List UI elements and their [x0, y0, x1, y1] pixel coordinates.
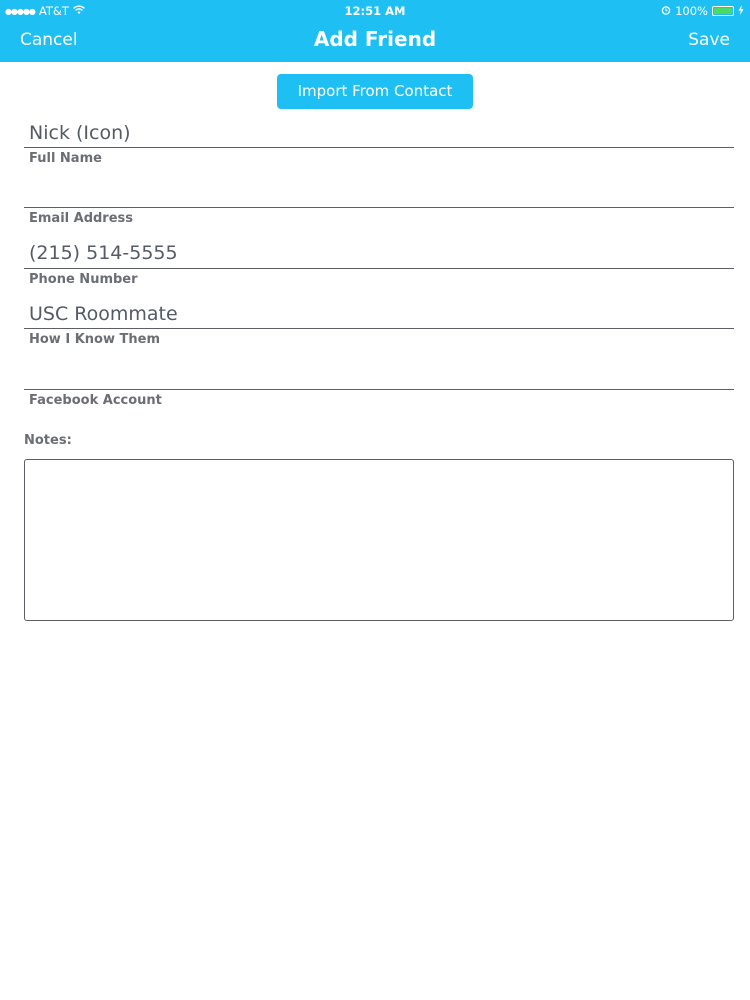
facebook-account-label: Facebook Account	[29, 393, 162, 408]
how-i-know-them-input[interactable]: USC Roommate	[29, 303, 178, 325]
status-time: 12:51 AM	[344, 4, 406, 18]
battery-fill	[714, 8, 732, 14]
battery-percent: 100%	[675, 4, 708, 18]
page-title: Add Friend	[313, 27, 437, 51]
full-name-underline	[24, 147, 734, 148]
battery-icon	[712, 6, 734, 16]
how-i-know-them-underline	[24, 328, 734, 329]
phone-input[interactable]: (215) 514-5555	[29, 242, 178, 264]
phone-label: Phone Number	[29, 272, 138, 287]
full-name-field[interactable]	[24, 110, 734, 170]
email-underline	[24, 207, 734, 208]
facebook-account-underline	[24, 389, 734, 390]
navigation-bar	[0, 0, 750, 62]
how-i-know-them-field[interactable]	[24, 291, 734, 351]
carrier-name: AT&T	[38, 4, 69, 18]
full-name-label: Full Name	[29, 151, 102, 166]
signal-strength-icon: ●●●●●	[5, 6, 35, 16]
charging-bolt-icon	[738, 5, 744, 18]
alarm-icon	[661, 4, 671, 18]
status-bar	[0, 0, 750, 22]
notes-label: Notes:	[24, 433, 72, 448]
import-from-contact-button[interactable]: Import From Contact	[277, 74, 473, 109]
email-label: Email Address	[29, 211, 134, 226]
status-right	[661, 4, 744, 18]
facebook-account-field[interactable]	[24, 352, 734, 412]
phone-field[interactable]	[24, 231, 734, 291]
save-button[interactable]: Save	[688, 30, 730, 50]
full-name-input[interactable]: Nick (Icon)	[29, 122, 131, 144]
cancel-button[interactable]: Cancel	[20, 30, 78, 50]
nav-header	[0, 22, 750, 62]
email-field[interactable]	[24, 170, 734, 230]
how-i-know-them-label: How I Know Them	[29, 332, 160, 347]
phone-underline	[24, 268, 734, 269]
notes-textarea[interactable]	[24, 459, 734, 621]
